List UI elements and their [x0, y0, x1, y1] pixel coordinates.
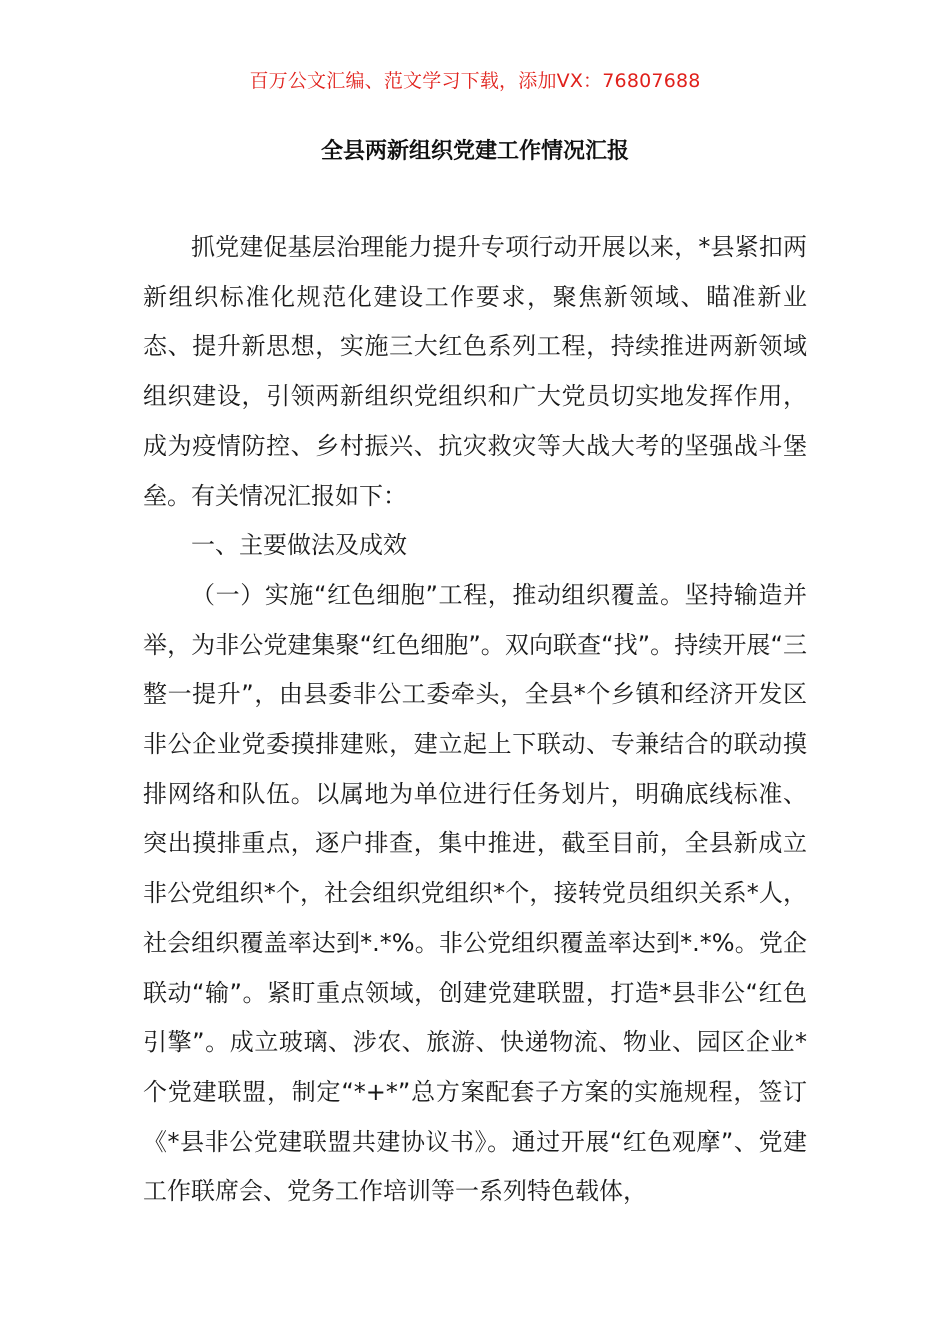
header-watermark-note: 百万公文汇编、范文学习下载，添加VX：76807688	[249, 70, 701, 92]
document-body	[143, 223, 807, 1217]
section-heading: 一、主要做法及成效	[191, 531, 407, 560]
intro-paragraph: 抓党建促基层治理能力提升专项行动开展以来，*县紧扣两新组织标准化规范化建设工作要求，聚焦新领域、瞄准新业态、提升新思想，实施三大红色系列工程，持续推进两新领域组织建设，引领两新组织党组织和广大党员切实地发挥作用，成为疫情防控、乡村振兴、抗灾救灾等大战大考的坚强战斗堡垒。有关情况汇报如下：	[143, 233, 807, 510]
section-paragraph: （一）实施“红色细胞”工程，推动组织覆盖。坚持输造并举，为非公党建集聚“红色细胞”。双向联查“找”。持续开展“三整一提升”，由县委非公工委牵头，全县*个乡镇和经济开发区非公企业党委摸排建账，建立起上下联动、专兼结合的联动摸排网络和队伍。以属地为单位进行任务划片，明确底线标准、突出摸排重点，逐户排查，集中推进，截至目前，全县新成立非公党组织*个，社会组织党组织*个，接转党员组织关系*人，社会组织覆盖率达到*.*%。非公党组织覆盖率达到*.*%。党企联动“输”。紧盯重点领域，创建党建联盟，打造*县非公“红色引擎”。成立玻璃、涉农、旅游、快递物流、物业、园区企业*个党建联盟，制定“*+*”总方案配套子方案的实施规程，签订《*县非公党建联盟共建协议书》。通过开展“红色观摩”、党建工作联席会、党务工作培训等一系列特色载体，	[143, 580, 807, 1206]
document-title: 全县两新组织党建工作情况汇报	[320, 139, 629, 164]
